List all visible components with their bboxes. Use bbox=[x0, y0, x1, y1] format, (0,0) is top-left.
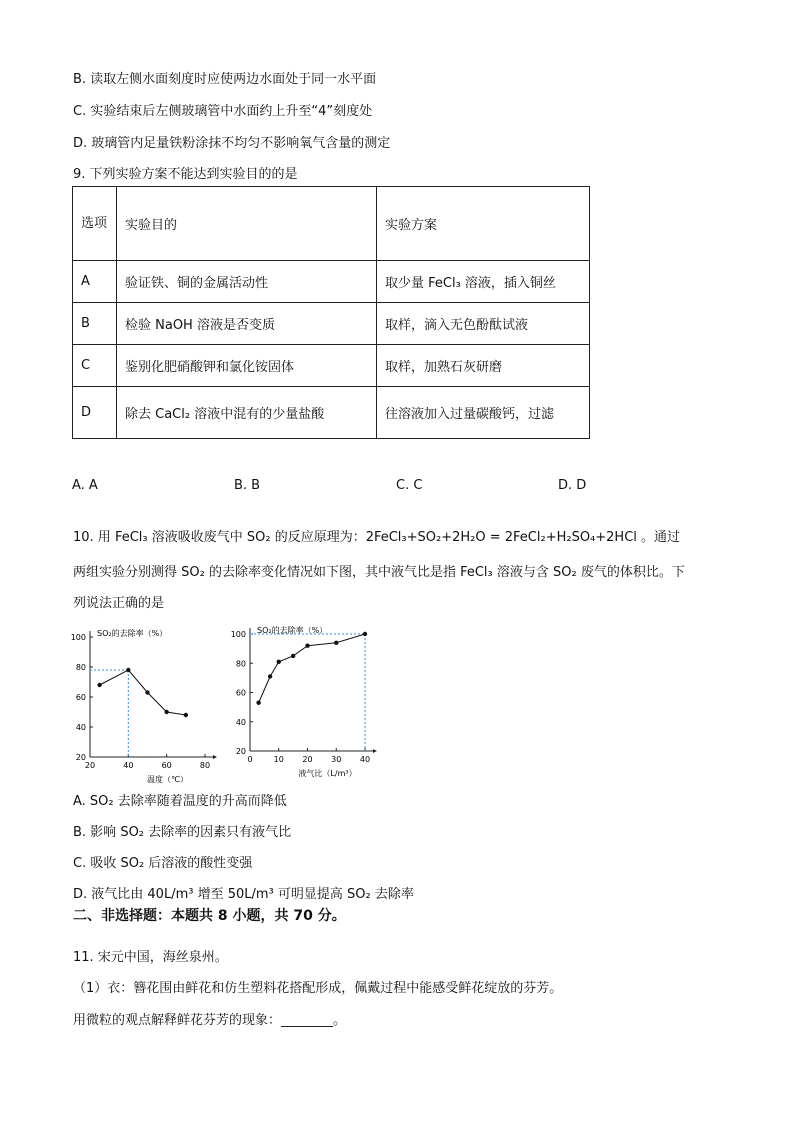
x-tick-label: 20 bbox=[302, 755, 313, 764]
y-tick-label: 100 bbox=[230, 630, 246, 639]
row-option: A bbox=[73, 261, 117, 303]
chart-title: SO₂的去除率（%） bbox=[97, 629, 168, 638]
option-d-q8: D. 玻璃管内足量铁粉涂抹不均匀不影响氧气含量的测定 bbox=[73, 136, 391, 151]
x-tick-label: 10 bbox=[273, 755, 284, 764]
option-b-q8: B. 读取左侧水面刻度时应使两边水面处于同一水平面 bbox=[73, 72, 377, 87]
data-point bbox=[256, 701, 260, 705]
table-header-option: 选项 bbox=[73, 187, 117, 261]
option-b-q10: B. 影响 SO₂ 去除率的因素只有液气比 bbox=[73, 825, 292, 840]
question-11-title: 11. 宋元中国，海丝泉州。 bbox=[73, 950, 228, 965]
row-plan: 往溶液加入过量碳酸钙，过滤 bbox=[377, 387, 590, 439]
x-axis-arrow bbox=[373, 749, 377, 753]
data-point bbox=[277, 660, 281, 664]
question-10-line3: 列说法正确的是 bbox=[73, 596, 165, 611]
option-c-q10: C. 吸收 SO₂ 后溶液的酸性变强 bbox=[73, 856, 253, 871]
table-row bbox=[73, 261, 590, 303]
option-a-q10: A. SO₂ 去除率随着温度的升高而降低 bbox=[73, 794, 287, 809]
x-axis-label: 温度（℃） bbox=[147, 775, 188, 784]
y-tick-label: 80 bbox=[235, 659, 246, 669]
question-11-prompt: 用微粒的观点解释鲜花芬芳的现象：________。 bbox=[73, 1013, 347, 1028]
x-tick-label: 20 bbox=[84, 761, 96, 770]
y-tick-label: 40 bbox=[75, 723, 86, 732]
data-point bbox=[291, 654, 295, 658]
choice-b: B. B bbox=[234, 478, 261, 493]
x-tick-label: 60 bbox=[161, 761, 172, 770]
y-tick-label: 80 bbox=[75, 663, 86, 672]
data-point bbox=[164, 710, 168, 714]
question-11-part1: （1）衣：簪花围由鲜花和仿生塑料花搭配形成，佩戴过程中能感受鲜花绽放的芬芳。 bbox=[73, 981, 563, 996]
question-9-stem: 9. 下列实验方案不能达到实验目的的是 bbox=[73, 167, 298, 182]
option-c-q8: C. 实验结束后左侧玻璃管中水面约上升至“4”刻度处 bbox=[73, 104, 373, 119]
x-tick-label: 30 bbox=[331, 755, 342, 764]
series-line bbox=[100, 670, 186, 715]
row-plan: 取少量 FeCl₃ 溶液，插入铜丝 bbox=[377, 261, 590, 303]
choice-a: A. A bbox=[72, 478, 98, 493]
experiment-table bbox=[72, 186, 590, 439]
y-tick-label: 100 bbox=[70, 633, 86, 642]
data-point bbox=[97, 683, 101, 687]
row-purpose: 鉴别化肥硝酸钾和氯化铵固体 bbox=[117, 345, 377, 387]
data-point bbox=[126, 668, 130, 672]
question-10-line1: 10. 用 FeCl₃ 溶液吸收废气中 SO₂ 的反应原理为：2FeCl₃+SO₂+2H₂O = 2FeCl₂+H₂SO₄+2HCl 。通过 bbox=[73, 530, 681, 545]
y-tick-label: 60 bbox=[235, 688, 246, 698]
row-plan: 取样，滴入无色酚酞试液 bbox=[377, 303, 590, 345]
table-header-plan: 实验方案 bbox=[377, 187, 590, 261]
row-option: C bbox=[73, 345, 117, 387]
table-row bbox=[73, 345, 590, 387]
row-option: D bbox=[73, 387, 117, 439]
x-axis-arrow bbox=[213, 755, 217, 759]
y-tick-label: 20 bbox=[75, 753, 86, 762]
chart-title: SO₂的去除率（%） bbox=[257, 626, 328, 635]
row-purpose: 检验 NaOH 溶液是否变质 bbox=[117, 303, 377, 345]
x-tick-label: 80 bbox=[199, 761, 211, 770]
chart-liquid-gas-ratio bbox=[225, 615, 385, 785]
data-point bbox=[305, 644, 309, 648]
data-point bbox=[363, 632, 367, 636]
y-tick-label: 40 bbox=[235, 717, 246, 727]
data-point bbox=[184, 713, 188, 717]
table-row bbox=[73, 387, 590, 439]
x-tick-label: 40 bbox=[123, 761, 134, 770]
table-header-purpose: 实验目的 bbox=[117, 187, 377, 261]
series-line bbox=[259, 634, 365, 703]
question-10-line2: 两组实验分别测得 SO₂ 的去除率变化情况如下图，其中液气比是指 FeCl₃ 溶液与含 SO₂ 废气的体积比。下 bbox=[73, 565, 685, 580]
row-plan: 取样，加熟石灰研磨 bbox=[377, 345, 590, 387]
data-point bbox=[145, 690, 149, 694]
y-tick-label: 20 bbox=[235, 747, 246, 756]
data-point bbox=[268, 674, 272, 678]
y-tick-label: 60 bbox=[75, 693, 86, 702]
x-axis-label: 液气比（L/m³） bbox=[298, 769, 357, 778]
chart-temperature bbox=[60, 620, 220, 785]
choice-d: D. D bbox=[558, 478, 587, 493]
option-d-q10: D. 液气比由 40L/m³ 增至 50L/m³ 可明显提高 SO₂ 去除率 bbox=[73, 887, 414, 902]
x-tick-label: 40 bbox=[359, 755, 371, 764]
section-2-heading: 二、非选择题：本题共 8 小题，共 70 分。 bbox=[73, 908, 346, 924]
row-purpose: 除去 CaCl₂ 溶液中混有的少量盐酸 bbox=[117, 387, 377, 439]
x-tick-label: 0 bbox=[247, 755, 253, 764]
data-point bbox=[334, 641, 338, 645]
row-purpose: 验证铁、铜的金属活动性 bbox=[117, 261, 377, 303]
row-option: B bbox=[73, 303, 117, 345]
table-row bbox=[73, 303, 590, 345]
choice-c: C. C bbox=[396, 478, 423, 493]
